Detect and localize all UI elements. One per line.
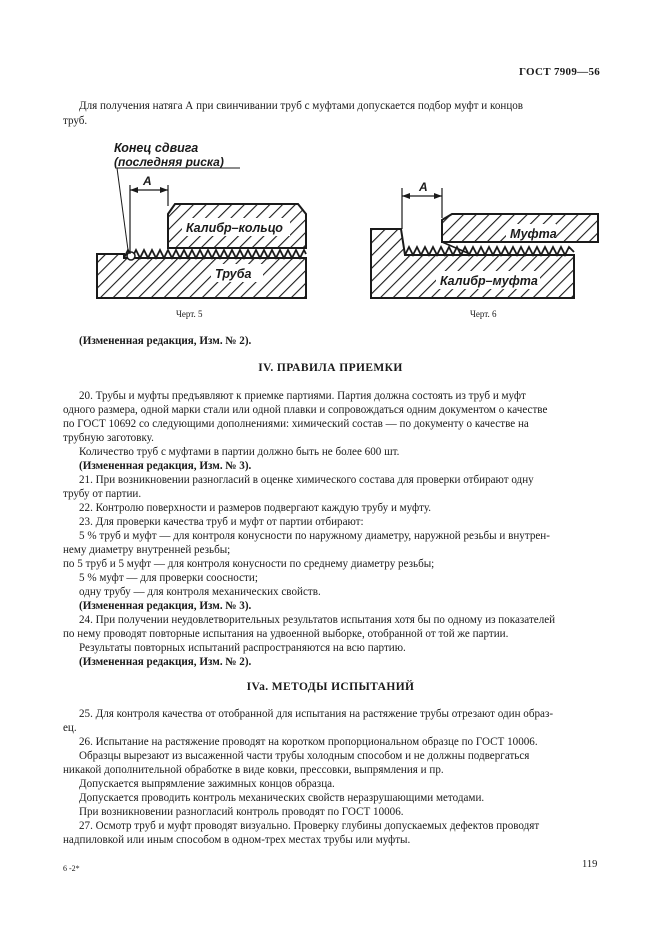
text-line: При возникновении разногласий контроль проводят по ГОСТ 10006. [79, 806, 404, 818]
text-line: 22. Контролю поверхности и размеров подвергают каждую трубу и муфту. [79, 502, 432, 514]
text-line: 21. При возникновении разногласий в оценке химического состава для проверки отбирают одну [79, 474, 534, 486]
gauge-thread [405, 247, 574, 255]
label-a-fig6: А [419, 180, 428, 194]
caption-fig-6: Черт. 6 [470, 309, 497, 319]
figures-drawing [0, 130, 661, 330]
text-line: по нему проводят повторные испытания на удвоенной выборке, отобранной от той же партии. [63, 628, 509, 640]
pipe-thread [124, 250, 306, 258]
text-line: 20. Трубы и муфты предъявляют к приемке партиями. Партия должна состоять из труб и муфт [79, 390, 526, 402]
amendment-note: (Измененная редакция, Изм. № 2). [79, 335, 252, 347]
text-line: трубу от партии. [63, 488, 142, 500]
label-end: Конец сдвига [114, 141, 199, 155]
text-line: надпиловкой или иным способом в одном-трех местах трубы или муфты. [63, 834, 411, 846]
text-line: 26. Испытание на растяжение проводят на коротком пропорциональном образце по ГОСТ 10006. [79, 736, 538, 748]
section-4a-title: IVa. МЕТОДЫ ИСПЫТАНИЙ [246, 681, 415, 693]
standard-number: ГОСТ 7909—56 [519, 66, 601, 78]
label-coupling: Муфта [510, 227, 557, 241]
caption-fig-5: Черт. 5 [176, 309, 203, 319]
text-line: Количество труб с муфтами в партии должно быть не более 600 шт. [79, 446, 400, 458]
text-line: 25. Для контроля качества от отобранной для испытания на растяжение трубы отрезают один образ- [79, 708, 554, 720]
label-ring-gauge: Калибр–кольцо [186, 221, 283, 235]
label-a-fig5: А [143, 174, 152, 188]
pipe-body [97, 254, 306, 298]
text-line: 5 % труб и муфт — для контроля конусности по наружному диаметру, наружной резьбы и внутрен- [79, 530, 550, 542]
text-line: Результаты повторных испытаний распространяются на всю партию. [79, 642, 406, 654]
amendment-note: (Измененная редакция, Изм. № 3). [79, 600, 252, 612]
text-line: Допускается выпрямление зажимных концов образца. [79, 778, 335, 790]
footer-mark: 6 -2* [63, 864, 80, 873]
text-line: одного размера, одной марки стали или одной плавки и сопровождаться одним документом о качестве [63, 404, 548, 416]
last-mark [127, 252, 135, 260]
text-line: Допускается проводить контроль механических свойств неразрушающими методами. [79, 792, 485, 804]
text-line: 27. Осмотр труб и муфт проводят визуально. Проверку глубины допускаемых дефектов проводят [79, 820, 540, 832]
label-last-mark: (последняя риска) [114, 155, 224, 169]
text-line: нему диаметру внутренней резьбы; [63, 544, 231, 556]
figure-6 [371, 180, 598, 298]
intro-line-2: труб. [63, 115, 88, 127]
text-line: по 5 труб и 5 муфт — для контроля конусности по среднему диаметру резьбы; [63, 558, 435, 570]
text-line: 23. Для проверки качества труб и муфт от партии отбирают: [79, 516, 364, 528]
text-line: 5 % муфт — для проверки соосности; [79, 572, 258, 584]
text-line: трубную заготовку. [63, 432, 154, 444]
text-line: одну трубу — для контроля механических свойств. [79, 586, 321, 598]
text-line: никакой дополнительной обработке в виде ковки, прессовки, выпрямления и пр. [63, 764, 444, 776]
amendment-note: (Измененная редакция, Изм. № 2). [79, 656, 252, 668]
section-4-title: IV. ПРАВИЛА ПРИЕМКИ [258, 362, 403, 374]
text-line: по ГОСТ 10692 со следующими дополнениями: химический состав — по документу о качестве на [63, 418, 529, 430]
text-line: ец. [63, 722, 77, 734]
label-gauge-coupling: Калибр–муфта [440, 274, 538, 288]
intro-line-1: Для получения натяга А при свинчивании труб с муфтами допускается подбор муфт и концов [79, 100, 524, 112]
amendment-note: (Измененная редакция, Изм. № 3). [79, 460, 252, 472]
text-line: Образцы вырезают из высаженной части трубы холодным способом и не должны подвергаться [79, 750, 530, 762]
figure-5 [97, 141, 306, 298]
label-pipe: Труба [215, 267, 252, 281]
text-line: 24. При получении неудовлетворительных результатов испытания хотя бы по одному из показателей [79, 614, 556, 626]
page-number: 119 [582, 859, 598, 870]
